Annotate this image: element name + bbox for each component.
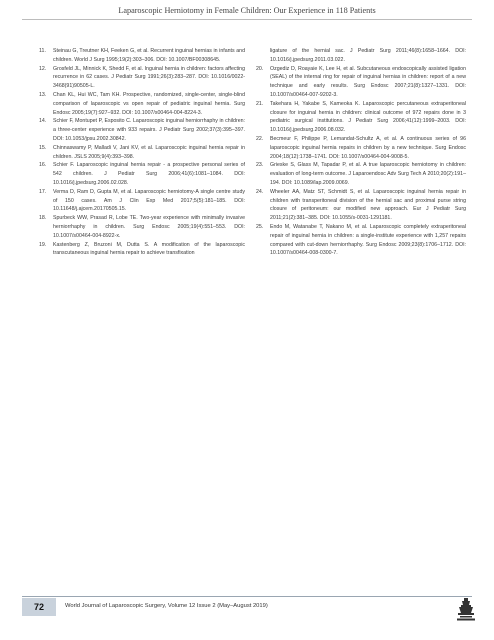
reference-number: 14. [39,118,47,125]
reference-number: 24. [256,188,264,195]
reference-text: Grosfeld JL, Minnick K, Shedd F, et al. Inguinal hernia in children: factors affecting recurrence in 62 cases. J Pediatr Surg 1991;26(3):283–287. DOI: 10.1016/0022-3468(91)90505-L. [53,65,245,90]
reference-text: Spurbeck WW, Prasad R, Lobe TE. Two-year experience with minimally invasive herniorrhaphy in children. Surg Endosc 2005;19(4):551–553. DOI: 10.1007/s00464-004-8922-x. [53,215,245,239]
reference-item [39,144,245,162]
footer-divider [22,596,472,597]
references-right-column [256,47,466,258]
reference-number: 21. [256,100,264,107]
header-divider [22,19,472,20]
reference-item [256,135,466,161]
reference-text: Steinau G, Treutner KH, Feeken G, et al. Recurrent inguinal hernias in infants and children. World J Surg 1995;19(2):303–306. DOI: 10.1007/BF00308645. [53,48,245,63]
reference-text: Endo M, Watanabe T, Nakano M, et al. Laparoscopic completely extraperitoneal repair of inguinal hernia in children: a single-institute experience with 1,257 repairs compared with cut-down herniorrhaphy. Surg Endosc 2009;23(8):1706–1712. DOI: 10.1007/s00464-008-0300-7. [270,223,466,257]
reference-number: 13. [39,91,47,98]
reference-number: 17. [39,188,47,195]
reference-item [39,188,245,214]
reference-item-continued [256,47,466,65]
reference-number: 22. [256,135,264,142]
page-number: 72 [22,598,56,616]
reference-number: 11. [39,48,46,54]
running-header-title: Laparoscopic Herniotomy in Female Children: Our Experience in 118 Patients [118,6,376,15]
reference-number: 18. [39,215,47,222]
reference-number: 15. [39,144,47,151]
reference-item [39,241,245,259]
reference-number: 20. [256,65,264,72]
reference-number: 23. [256,162,264,169]
reference-item [39,65,245,91]
reference-text: Schier F, Montupet P, Esposito C. Laparoscopic inguinal herniorrhaphy in children: a three-center experience with 933 repairs. J Pediatr Surg 2002;37(3):395–397. DOI: 10.1053/jpsu.2002.30842. [53,118,245,142]
reference-number: 19. [39,241,47,248]
publisher-logo-icon [455,596,477,622]
reference-text: Becmeur F, Philippe P, Lemandat-Schultz A, et al. A continuous series of 96 laparoscopic inguinal hernia repairs in children by a new technique. Surg Endosc 2004;18(12):1738–1741. DOI: 10.1007/s00464-004-9008-5. [270,135,466,160]
reference-number: 12. [39,65,47,72]
reference-item [256,188,466,223]
reference-item [39,91,245,117]
references-left-column [39,47,245,258]
reference-item [256,161,466,187]
reference-text: ligature of the hernial sac. J Pediatr Surg 2011;46(8):1658–1664. DOI: 10.1016/j.jpedsurg.2011.03.022. [270,48,466,63]
reference-item [39,214,245,240]
reference-item [39,47,245,65]
reference-text: Ozgediz D, Roayaie K, Lee H, et al. Subcutaneous endoscopically assisted ligation (SEAL) of the internal ring for repair of inguinal hernias in children: report of a new technique and early results. Surg Endosc 2007;21(8):1327–1331. DOI: 10.1007/s00464-007-9202-3. [270,65,466,98]
reference-text: Verma D, Ram D, Gupta M, et al. Laparoscopic herniotomy-A single centre study of 150 cases. Am J Clin Exp Med 2017;5(5):181–185. DOI: 10.11648/j.ajcem.20170505.15. [53,188,245,213]
reference-text: Wheeler AA, Matz ST, Schmidt S, et al. Laparoscopic inguinal hernia repair in children with transperitoneal division of the hernial sac and proximal purse string closure of peritoneum: our modified new approach. Eur J Pediatr Surg 2011;21(2):381–385. DOI: 10.1055/s-0031-1291181. [270,188,466,222]
reference-item [256,100,466,135]
reference-number: 25. [256,223,264,230]
reference-text: Chan KL, Hui WC, Tam KH. Prospective, randomized, single-center, single-blind comparison of laparoscopic vs open repair of pediatric inguinal hernia. Surg Endosc 2005;19(7):927–932. DOI: 10.1007/s00464-004-8224-3. [53,91,245,116]
reference-text: Schier F. Laparoscopic inguinal hernia repair - a prospective personal series of 542 children. J Pediatr Surg 2006;41(6):1081–1084. DOI: 10.1016/j.jpedsurg.2006.02.028. [53,162,245,186]
reference-text: Grieske S, Glass M, Tapadar P, et al. A true laparoscopic herniotomy in children: evaluation of long-term outcome. J Laparoendosc Adv Surg Tech A 2010;20(2):191–194. DOI: 10.1089/lap.2009.0069. [270,162,466,186]
journal-citation: World Journal of Laparoscopic Surgery, Volume 12 Issue 2 (May–August 2019) [65,603,268,609]
reference-item [256,65,466,100]
reference-text: Chinnaswamy P, Malladi V, Jani KV, et al. Laparoscopic inguinal hernia repair in children. JSLS 2005;9(4):393–398. [53,144,245,160]
reference-item [39,117,245,143]
reference-item [256,223,466,258]
reference-item [39,161,245,187]
reference-text: Kastenberg Z, Bruzoni M, Dutta S. A modification of the laparoscopic transcutaneous inguinal hernia repair to achieve transfixation [53,241,245,257]
reference-number: 16. [39,162,47,169]
reference-text: Takehara H, Yakabe S, Kameoka K. Laparoscopic percutaneous extraperitoneal closure for inguinal hernia in children: clinical outcome of 972 repairs done in 3 pediatric surgical institutions. J Pediatr Surg 2006;41(12):1999–2003. DOI: 10.1016/j.jpedsurg.2006.08.032. [270,100,466,134]
